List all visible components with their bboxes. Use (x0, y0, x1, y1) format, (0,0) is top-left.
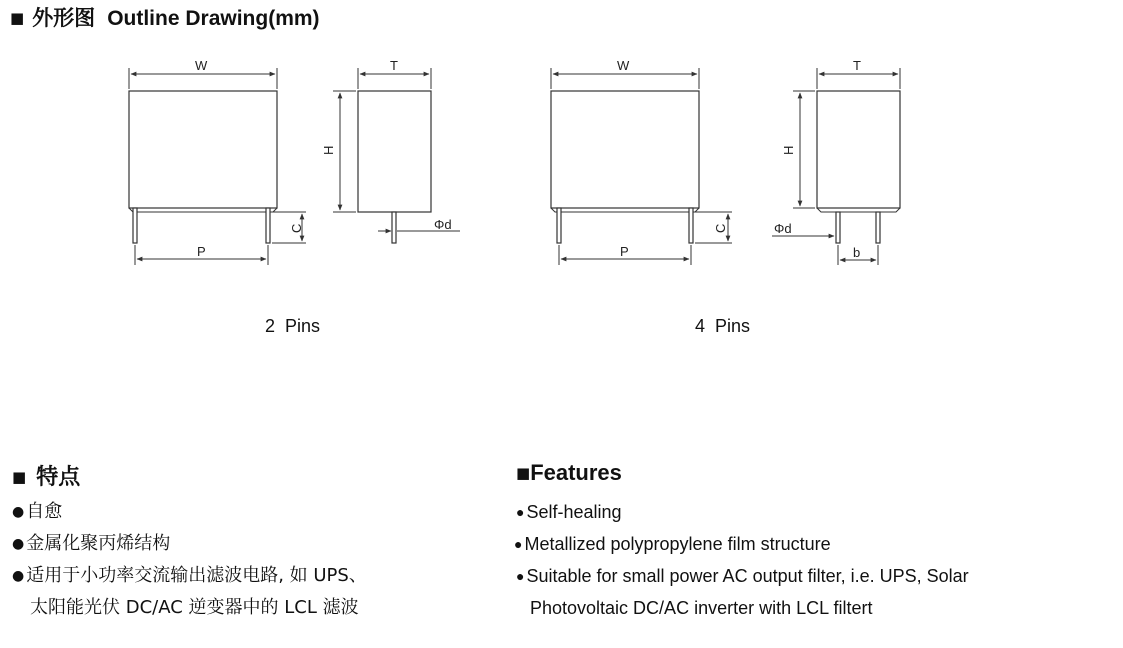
dim-w-label: W (195, 58, 208, 73)
bullet-icon: ● (12, 536, 25, 552)
outline-heading (10, 2, 320, 34)
outline-title-en: Outline Drawing(mm) (107, 7, 320, 30)
bullet-icon: ● (12, 504, 25, 520)
square-bullet-icon: ■ (12, 468, 27, 486)
features-en-title (516, 460, 622, 486)
square-bullet-icon: ■ (10, 9, 25, 27)
dim-h-label-4: H (781, 145, 796, 155)
dim-d-label-4: Φd (774, 221, 792, 236)
dim-c-label-4: C (713, 223, 728, 233)
outline-drawing (0, 40, 1123, 280)
features-en-heading: Features (530, 460, 622, 485)
pin-side-4a (836, 212, 840, 243)
two-pin-side-view (321, 58, 460, 243)
dim-p-label: P (197, 244, 206, 259)
bullet-icon: ● (12, 568, 25, 584)
pin-left (133, 208, 137, 243)
caption-two-pins: 2 Pins (265, 316, 321, 336)
capacitor-body-side-4 (817, 91, 900, 208)
list-item: ● Metallized polypropylene film structure (514, 534, 831, 554)
list-item: ● Self-healing (516, 502, 622, 522)
dim-w-label-4: W (617, 58, 630, 73)
list-item: ● Suitable for small power AC output filter, i.e. UPS, Solar (516, 566, 969, 586)
capacitor-body-front-4 (551, 91, 699, 208)
features-cn-title (12, 460, 80, 491)
dim-t-label-4: T (853, 58, 861, 73)
capacitor-body-side (358, 91, 431, 212)
pin-left-4 (557, 208, 561, 243)
square-bullet-icon: ■ (516, 464, 531, 482)
bullet-icon: ● (514, 536, 523, 552)
four-pin-front-view (551, 58, 732, 265)
list-item: ● 金属化聚丙烯结构 (12, 533, 171, 554)
pin-side-4b (876, 212, 880, 243)
features-cn-heading: 特点 (36, 465, 81, 490)
outline-title-cn: 外形图 (32, 6, 96, 30)
bullet-icon: ● (516, 568, 525, 584)
dim-c-label: C (289, 223, 304, 233)
dim-h-label: H (321, 145, 336, 155)
dim-t-label: T (390, 58, 398, 73)
dim-d-label: Φd (434, 217, 452, 232)
caption-four-pins: 4 Pins (695, 316, 751, 336)
bullet-icon: ● (516, 504, 525, 520)
list-item: Photovoltaic DC/AC inverter with LCL filtert (530, 598, 873, 618)
pin-right-4 (689, 208, 693, 243)
dim-b-label: b (853, 245, 861, 260)
list-item: ● 自愈 (12, 501, 63, 522)
dim-p-label-4: P (620, 244, 629, 259)
capacitor-body-front (129, 91, 277, 208)
two-pin-front-view (129, 58, 306, 265)
four-pin-side-view (772, 58, 900, 265)
pin-right (266, 208, 270, 243)
pin-side (392, 212, 396, 243)
list-item: 太阳能光伏 DC/AC 逆变器中的 LCL 滤波 (30, 597, 359, 618)
list-item: ● 适用于小功率交流输出滤波电路, 如 UPS、 (12, 565, 367, 586)
